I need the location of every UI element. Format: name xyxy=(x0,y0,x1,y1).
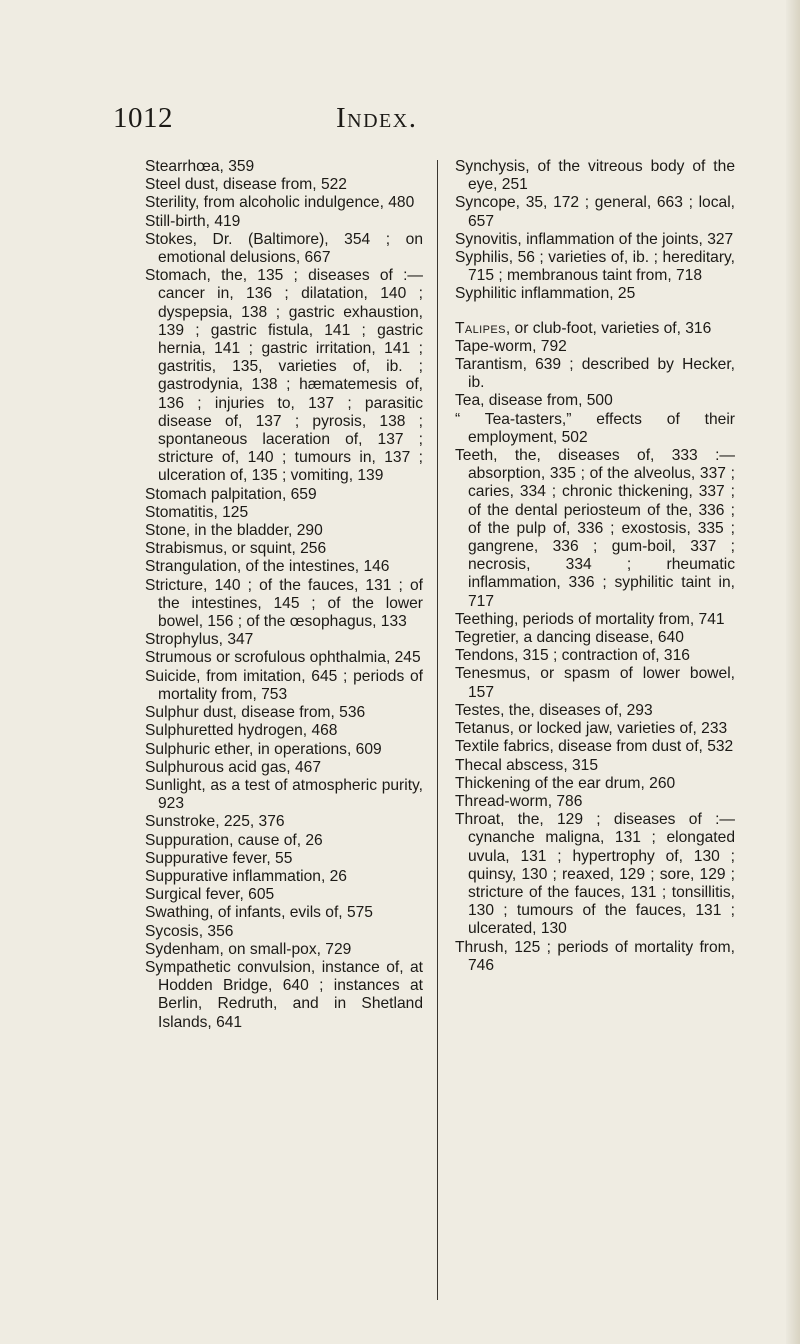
section-lead-word: Talipes xyxy=(455,319,506,337)
index-entry: Steel dust, disease from, 522 xyxy=(145,176,347,194)
index-entry: Suicide, from imitation, 645 ; periods of mortality from, 753 xyxy=(145,667,423,703)
index-entry: Sterility, from alcoholic indulgence, 480 xyxy=(145,194,415,212)
index-entry: Suppurative fever, 55 xyxy=(145,849,293,867)
index-entry: Thrush, 125 ; periods of mortality from, 746 xyxy=(455,938,735,974)
index-entry: Sympathetic convulsion, instance of, at Hodden Bridge, 640 ; instances at Berlin, Redruth, and in Shetland Islands, 641 xyxy=(145,958,423,1031)
index-entry: Strophylus, 347 xyxy=(145,631,254,649)
index-entry: Synchysis, of the vitreous body of the eye, 251 xyxy=(455,158,735,194)
index-entry: Sydenham, on small-pox, 729 xyxy=(145,940,352,958)
index-entry: Suppuration, cause of, 26 xyxy=(145,831,323,849)
running-title: Index. xyxy=(336,102,418,134)
page-edge-shadow xyxy=(786,0,800,1344)
page-number: 1012 xyxy=(113,102,173,134)
left-column xyxy=(145,158,423,1032)
index-entry: Syncope, 35, 172 ; general, 663 ; local, 657 xyxy=(455,194,735,230)
index-entry: Strangulation, of the intestines, 146 xyxy=(145,558,390,576)
index-entry: Suppurative inflammation, 26 xyxy=(145,867,347,885)
index-entry: Thickening of the ear drum, 260 xyxy=(455,774,676,792)
index-entry: Teeth, the, diseases of, 333 :—absorption, 335 ; of the alveolus, 337 ; caries, 334 ; chronic thickening, 337 ; of the dental periosteum of the, 336 ; of the pulp of, 336 ; exostosis, 335 ; gangrene, 336 ; gum-boil, 337 ; necrosis, 334 ; rheumatic inflammation, 336 ; syphilitic taint in, 717 xyxy=(455,447,735,610)
index-entry: Stomatitis, 125 xyxy=(145,503,249,521)
index-entry: Stricture, 140 ; of the fauces, 131 ; of the intestines, 145 ; of the lower bowel, 156 ; of the œsophagus, 133 xyxy=(145,576,423,631)
index-entry: Stone, in the bladder, 290 xyxy=(145,522,323,540)
right-column xyxy=(455,158,735,975)
index-entry: Stokes, Dr. (Baltimore), 354 ; on emotional delusions, 667 xyxy=(145,230,423,267)
index-entry: Syphilitic inflammation, 25 xyxy=(455,285,636,303)
index-entry: Stomach palpitation, 659 xyxy=(145,485,317,503)
index-entry: Sunlight, as a test of atmospheric purity, 923 xyxy=(145,776,423,813)
index-entry: Throat, the, 129 ; diseases of :— cynanche maligna, 131 ; elongated uvula, 131 ; hypertrophy of, 130 ; quinsy, 130 ; reaxed, 129 ; sore, 129 ; stricture of the fauces, 131 ; tonsillitis, 130 ; tumours of the fauces, 131 ; ulcerated, 130 xyxy=(455,811,735,938)
index-entry: Surgical fever, 605 xyxy=(145,886,275,904)
index-entry: Teething, periods of mortality from, 741 xyxy=(455,610,725,628)
index-entry: Sulphurous acid gas, 467 xyxy=(145,758,321,776)
index-entry: Sunstroke, 225, 376 xyxy=(145,813,285,831)
index-entry: Tea, disease from, 500 xyxy=(455,392,613,410)
index-entry: Tape-worm, 792 xyxy=(455,337,567,355)
index-entry: Synovitis, inflammation of the joints, 327 xyxy=(455,230,734,248)
index-entry: Syphilis, 56 ; varieties of, ib. ; hereditary, 715 ; membranous taint from, 718 xyxy=(455,249,735,285)
index-entry-section-start xyxy=(455,320,735,338)
index-entry: Sulphur dust, disease from, 536 xyxy=(145,704,366,722)
index-entry: Tetanus, or locked jaw, varieties of, 233 xyxy=(455,720,728,738)
index-entry: Sycosis, 356 xyxy=(145,922,234,940)
index-entry: Tegretier, a dancing disease, 640 xyxy=(455,629,684,647)
index-entry: Still-birth, 419 xyxy=(145,212,241,230)
index-entry: Stomach, the, 135 ; diseases of :— cancer in, 136 ; dilatation, 140 ; dyspepsia, 138 ; gastric exhaustion, 139 ; gastric fistula, 141 ; gastric hernia, 141 ; gastric irritation, 141 ; gastritis, 135, varieties of, ib. ; gastrodynia, 138 ; hæmatemesis of, 136 ; injuries to, 137 ; parasitic disease of, 137 ; pyrosis, 138 ; spontaneous laceration of, 137 ; stricture of, 140 ; tumours in, 137 ; ulceration of, 135 ; vomiting, 139 xyxy=(145,267,423,485)
index-entry: Tarantism, 639 ; described by Hecker, ib. xyxy=(455,356,735,392)
index-entry: Sulphuretted hydrogen, 468 xyxy=(145,722,338,740)
index-entry: Stearrhœa, 359 xyxy=(145,158,255,175)
index-entry: Strabismus, or squint, 256 xyxy=(145,540,327,558)
index-entry: Thread-worm, 786 xyxy=(455,792,583,810)
index-entry: Strumous or scrofulous ophthalmia, 245 xyxy=(145,649,421,667)
column-divider xyxy=(437,160,438,1300)
index-entry: Thecal abscess, 315 xyxy=(455,756,599,774)
index-entry: Sulphuric ether, in operations, 609 xyxy=(145,740,382,758)
page-header xyxy=(0,98,800,142)
index-entry: Swathing, of infants, evils of, 575 xyxy=(145,904,373,922)
index-entry: “ Tea-tasters,” effects of their employment, 502 xyxy=(455,410,735,446)
index-entry: Testes, the, diseases of, 293 xyxy=(455,701,653,719)
index-entry: Textile fabrics, disease from dust of, 532 xyxy=(455,738,734,756)
index-entry: Tendons, 315 ; contraction of, 316 xyxy=(455,647,690,665)
index-entry: Tenesmus, or spasm of lower bowel, 157 xyxy=(455,665,735,701)
index-entry-text: , or club-foot, varieties of, 316 xyxy=(505,319,712,337)
